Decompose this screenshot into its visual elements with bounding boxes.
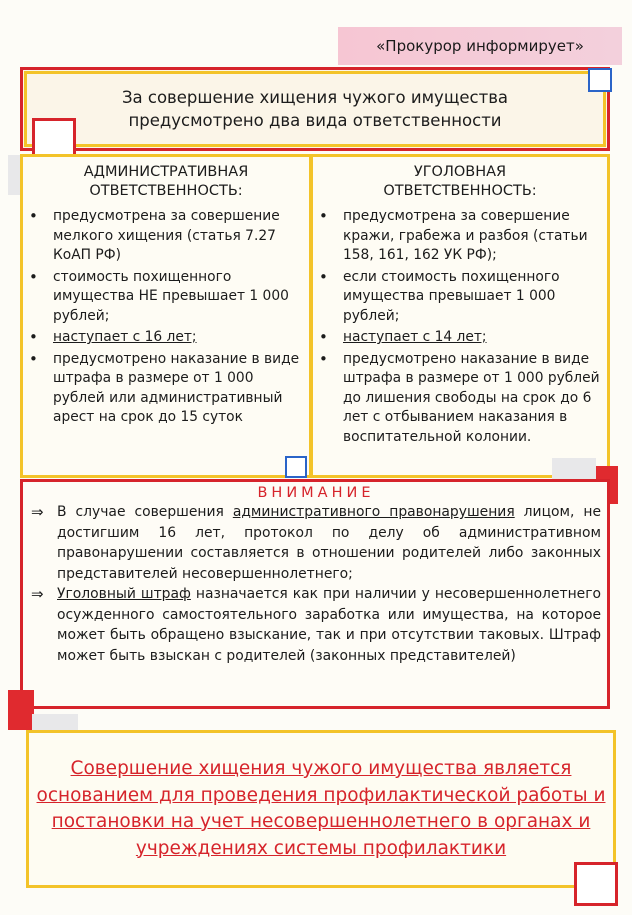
header-tag: «Прокурор информирует» [338,27,622,65]
attention-p1-post: лицом, не достигшим 16 лет, протокол по делу об административном правонарушении составляется в отношении родителей либо законных представителей несовершеннолетнего; [57,504,601,582]
criminal-column [310,154,610,478]
decor-square-blue-mid [285,456,307,478]
criminal-item: • предусмотрена за совершение кражи, грабежа и разбоя (статьи 158, 161, 162 УК РФ); [313,207,607,266]
admin-age-text: наступает с 16 лет; [53,329,197,345]
footer-box [26,730,616,888]
attention-box [20,479,610,709]
admin-item: • стоимость похищенного имущества НЕ превышает 1 000 рублей; [23,268,309,327]
footer-text: Совершение хищения чужого имущества является основанием для проведения профилактической работы и постановки на учет несовершеннолетнего в органах и учреждениях системы профилактики [36,758,606,859]
admin-item: • предусмотрена за совершение мелкого хищения (статья 7.27 КоАП РФ) [23,207,309,266]
arrow-icon: ⇒ [31,585,44,603]
admin-heading-1: АДМИНИСТРАТИВНАЯ [83,164,249,180]
attention-p1-link: административного правонарушения [232,504,515,520]
arrow-icon: ⇒ [31,503,44,521]
decor-square-red-left [8,690,34,730]
title-box [20,67,610,151]
attention-p2-link: Уголовный штраф [57,586,191,602]
attention-p2-post: назначается как при наличии у несовершеннолетнего осужденного самостоятельного заработка или имущества, на которое может быть обращено взыскание, так и при отсутствии таковых. Штраф может быть взыскан с родителей (законных представителей) [57,586,602,664]
criminal-heading-2: ОТВЕТСТВЕННОСТЬ: [383,183,537,199]
decor-square-blue-top [588,68,612,92]
attention-paragraph-2 [31,584,601,666]
criminal-heading-1: УГОЛОВНАЯ [413,164,507,180]
criminal-age-text: наступает с 14 лет; [343,329,487,345]
criminal-item: • если стоимость похищенного имущества превышает 1 000 рублей; [313,268,607,327]
attention-paragraph-1 [31,502,601,584]
criminal-item: • предусмотрено наказание в виде штрафа в размере от 1 000 рублей до лишения свободы на срок до 6 лет с отбыванием наказания в воспитательной колонии. [313,350,607,448]
admin-item: • предусмотрено наказание в виде штрафа в размере от 1 000 рублей или административный арест на срок до 15 суток [23,350,309,428]
title-line-1: За совершение хищения чужого имущества [121,88,509,107]
decor-square-red-bottom [574,862,618,906]
admin-column [20,154,312,478]
attention-heading: ВНИМАНИЕ [257,485,375,501]
title-line-2: предусмотрено два вида ответственности [128,111,502,130]
attention-p1-pre: В случае совершения [57,504,233,520]
criminal-item [313,328,607,348]
admin-item [23,328,309,348]
admin-heading-2: ОТВЕТСТВЕННОСТЬ: [89,183,243,199]
